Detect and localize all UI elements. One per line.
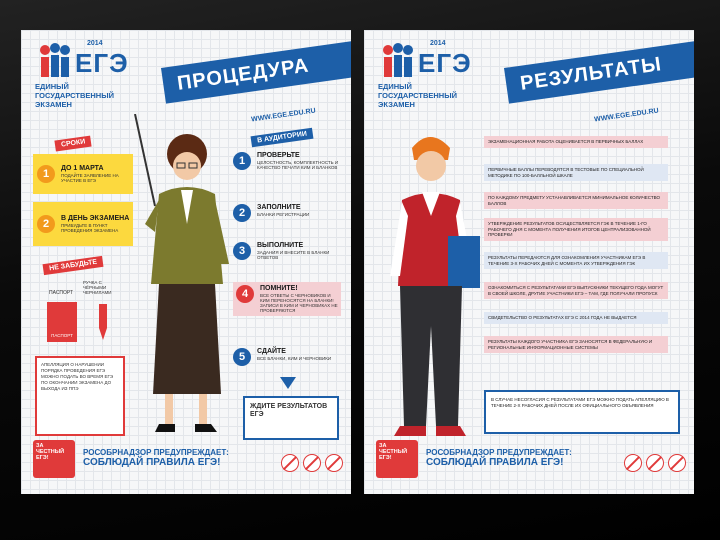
passport-icon [47,302,77,342]
no-phone-icon [281,454,299,472]
warning-text [83,448,229,468]
step-text: ЗАДАНИЯ И ВНЕСИТЕ В БЛАНКИ ОТВЕТОВ [257,250,330,260]
no-phone-icon [624,454,642,472]
step-text: БЛАНКИ РЕГИСТРАЦИИ [257,212,310,217]
logo-year: 2014 [430,40,446,47]
result-item-3: ПО КАЖДОМУ ПРЕДМЕТУ УСТАНАВЛИВАЕТСЯ МИНИМАЛЬНОЕ КОЛИЧЕСТВО БАЛЛОВ [484,192,668,209]
result-item-6: ОЗНАКОМИТЬСЯ С РЕЗУЛЬТАТАМИ ЕГЭ ВЫПУСКНИКИ ТЕКУЩЕГО ГОДА МОГУТ В СВОЕЙ ШКОЛЕ, ДРУГИЕ УЧАСТНИКИ ЕГЭ – ТАМ, ГДЕ ПОЛУЧАЛИ ПРОПУСК [484,282,668,299]
step-text: ЦЕЛОСТНОСТЬ, КОМПЛЕКТНОСТЬ И КАЧЕСТВО ПЕЧАТИ КИМ И БЛАНКОВ [257,160,339,170]
results-poster [364,30,694,494]
pen-icon [93,302,113,342]
deadline-2-text: ПРИБУДЬТЕ В ПУНКТ ПРОВЕДЕНИЯ ЭКЗАМЕНА [61,223,119,233]
deadline-2-title: В ДЕНЬ ЭКЗАМЕНА [61,215,130,222]
site-url: WWW.EGE.EDU.RU [593,107,660,124]
logo-text: ЕГЭ [75,48,129,78]
people-logo-icon [378,42,416,78]
result-item-4: УТВЕРЖДЕНИЕ РЕЗУЛЬТАТОВ ОСУЩЕСТВЛЯЕТСЯ ГЭК В ТЕЧЕНИЕ 1-ГО РАБОЧЕГО ДНЯ С МОМЕНТА ПОЛУЧЕНИЯ ИТОГОВ ЦЕНТРАЛИЗОВАННОЙ ПРОВЕРКИ [484,218,668,241]
step-text: ВСЕ ОТВЕТЫ С ЧЕРНОВИКОВ И КИМ ПЕРЕНОСЯТСЯ НА БЛАНКИ! ЗАПИСИ В КИМ И ЧЕРНОВИКАХ НЕ ПРОВЕРЯЮТСЯ [260,293,338,313]
no-wifi-icon [325,454,343,472]
step-title: ВЫПОЛНИТЕ [257,242,304,249]
step-title: ПОМНИТЕ! [260,285,298,292]
result-item-7: СВИДЕТЕЛЬСТВО О РЕЗУЛЬТАТАХ ЕГЭ С 2014 ГОДА НЕ ВЫДАЕТСЯ [484,312,668,324]
deadline-1-title: ДО 1 МАРТА [61,165,104,172]
result-item-1: ЭКЗАМЕНАЦИОННАЯ РАБОТА ОЦЕНИВАЕТСЯ В ПЕРВИЧНЫХ БАЛЛАХ [484,136,668,148]
step-number: 5 [233,348,251,366]
deadline-1 [33,154,133,194]
step-title: ЗАПОЛНИТЕ [257,204,301,211]
honest-ege-badge: ЗА ЧЕСТНЫЙ ЕГЭ! [33,440,75,478]
passport-label: ПАСПОРТ [49,290,74,296]
wait-results-box: ЖДИТЕ РЕЗУЛЬТАТОВ ЕГЭ [243,396,339,440]
appeal-box: АПЕЛЛЯЦИЯ О НАРУШЕНИИ ПОРЯДКА ПРОВЕДЕНИЯ ЕГЭ МОЖНО ПОДАТЬ ВО ВРЕМЯ ЕГЭ ПО ОКОНЧАНИИ ЭКЗАМЕНА ДО ВЫХОДА ИЗ ППЭ [35,356,125,436]
step-number: 1 [233,152,251,170]
no-wifi-icon [668,454,686,472]
procedure-poster [21,30,351,494]
honest-ege-badge: ЗА ЧЕСТНЫЙ ЕГЭ! [376,440,418,478]
exam-name: ЕДИНЫЙ ГОСУДАРСТВЕННЫЙ ЭКЗАМЕН [35,82,114,109]
appeal-note: В СЛУЧАЕ НЕСОГЛАСИЯ С РЕЗУЛЬТАТАМИ ЕГЭ МОЖНО ПОДАТЬ АПЕЛЛЯЦИЮ В ТЕЧЕНИЕ 2-Х РАБОЧИХ ДНЕЙ ПОСЛЕ ИХ ОФИЦИАЛЬНОГО ОБЪЯВЛЕНИЯ [484,390,680,434]
exam-name: ЕДИНЫЙ ГОСУДАРСТВЕННЫЙ ЭКЗАМЕН [378,82,457,109]
result-item-5: РЕЗУЛЬТАТЫ ПЕРЕДАЮТСЯ ДЛЯ ОЗНАКОМЛЕНИЯ УЧАСТНИКАМ ЕГЭ В ТЕЧЕНИЕ 3-Х РАБОЧИХ ДНЕЙ С МОМЕНТА ИХ УТВЕРЖДЕНИЯ ГЭК [484,252,668,269]
step-3 [233,242,341,260]
student-illustration [378,126,482,456]
deadlines-ribbon: СРОКИ [54,136,92,152]
no-notes-icon [646,454,664,472]
passport-book-label: ПАСПОРТ [51,333,73,338]
step-text: ВСЕ БЛАНКИ, КИМ И ЧЕРНОВИКИ [257,356,332,361]
step-5 [233,348,341,366]
step-1 [233,152,341,170]
ege-logo [35,40,129,78]
people-logo-icon [35,42,73,78]
warning-line-1: РОСОБРНАДЗОР ПРЕДУПРЕЖДАЕТ: [83,448,229,457]
prohibition-icons [281,454,343,472]
results-banner: РЕЗУЛЬТАТЫ [504,40,694,103]
step-title: ПРОВЕРЬТЕ [257,152,300,159]
prohibition-icons [624,454,686,472]
down-arrow-icon [280,377,296,389]
deadline-2 [33,202,133,246]
step-4 [233,282,341,316]
result-item-8: РЕЗУЛЬТАТЫ КАЖДОГО УЧАСТНИКА ЕГЭ ЗАНОСЯТСЯ В ФЕДЕРАЛЬНУЮ И РЕГИОНАЛЬНЫЕ ИНФОРМАЦИОННЫЕ СИСТЕМЫ [484,336,668,353]
step-2 [233,204,341,222]
forget-ribbon: НЕ ЗАБУДЬТЕ [43,256,104,275]
step-number: 4 [236,285,254,303]
step-title: СДАЙТЕ [257,348,286,355]
procedure-banner: ПРОЦЕДУРА [161,40,351,103]
warning-line-2: СОБЛЮДАЙ ПРАВИЛА ЕГЭ! [83,457,221,468]
deadline-1-text: ПОДАЙТЕ ЗАЯВЛЕНИЕ НА УЧАСТИЕ В ЕГЭ [61,173,119,183]
warning-text [426,448,572,468]
warning-line-2: СОБЛЮДАЙ ПРАВИЛА ЕГЭ! [426,457,564,468]
ege-logo [378,40,472,78]
audience-ribbon: В АУДИТОРИИ [251,128,314,148]
result-item-2: ПЕРВИЧНЫЕ БАЛЛЫ ПЕРЕВОДЯТСЯ В ТЕСТОВЫЕ ПО СПЕЦИАЛЬНОЙ МЕТОДИКЕ ПО 100-БАЛЛЬНОЙ ШКАЛЕ [484,164,668,181]
logo-text: ЕГЭ [418,48,472,78]
teacher-illustration [129,114,239,444]
step-number: 2 [37,215,55,233]
step-number: 2 [233,204,251,222]
step-number: 1 [37,165,55,183]
warning-line-1: РОСОБРНАДЗОР ПРЕДУПРЕЖДАЕТ: [426,448,572,457]
site-url: WWW.EGE.EDU.RU [250,107,317,124]
pen-label: РУЧКА С ЧЁРНЫМИ ЧЕРНИЛАМИ [83,280,112,295]
logo-year: 2014 [87,40,103,47]
no-notes-icon [303,454,321,472]
step-number: 3 [233,242,251,260]
